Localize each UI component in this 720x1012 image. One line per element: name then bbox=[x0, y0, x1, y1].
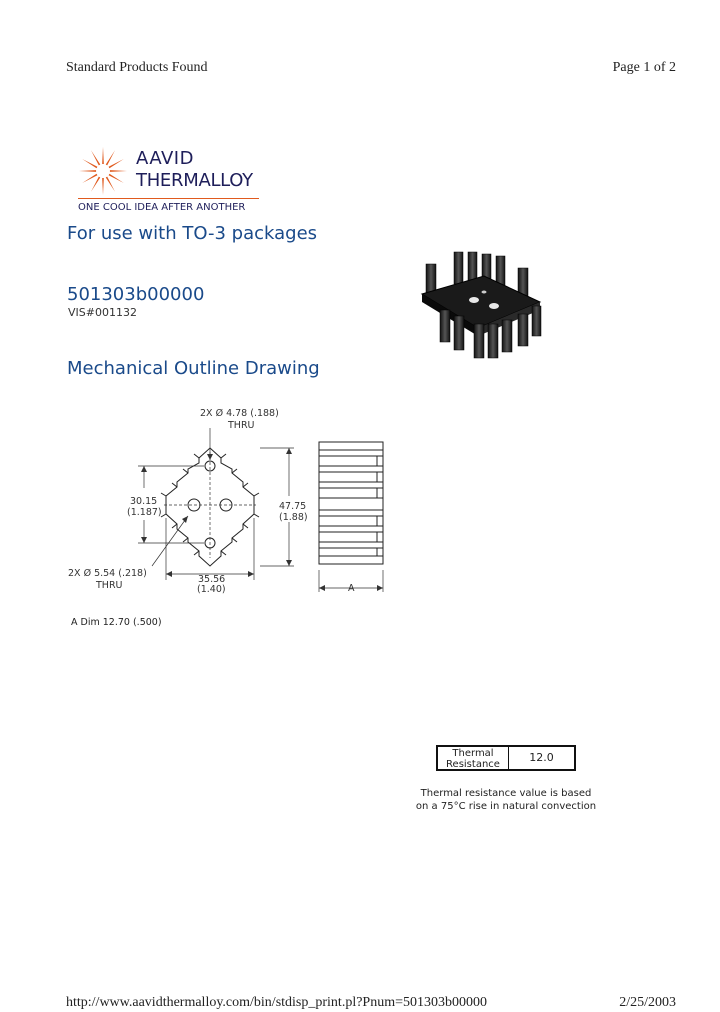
bottom-hole-label: 2X Ø 5.54 (.218) bbox=[68, 568, 147, 579]
logo-ray bbox=[110, 170, 127, 172]
left-dim-in: (1.187) bbox=[127, 507, 162, 518]
logo-ray bbox=[106, 150, 115, 165]
bottom-dim-in: (1.40) bbox=[197, 584, 226, 595]
logo-ray bbox=[82, 159, 97, 168]
logo-ray bbox=[102, 147, 104, 164]
logo-divider bbox=[78, 198, 259, 199]
sun-burst-logo-icon bbox=[78, 146, 128, 196]
logo-name-line1: AAVID bbox=[136, 148, 194, 169]
right-dim-in: (1.88) bbox=[279, 512, 308, 523]
top-hole-thru: THRU bbox=[228, 420, 255, 431]
page-header-title: Standard Products Found bbox=[66, 60, 208, 75]
logo-ray bbox=[109, 174, 124, 183]
thermal-resistance-table bbox=[436, 745, 576, 771]
logo-ray bbox=[106, 177, 115, 192]
vis-number: VIS#001132 bbox=[68, 306, 137, 319]
company-logo bbox=[78, 146, 268, 216]
page-number: Page 1 of 2 bbox=[612, 60, 676, 75]
usage-title: For use with TO-3 packages bbox=[67, 223, 318, 244]
footer-date: 2/25/2003 bbox=[619, 995, 676, 1010]
bottom-dim-mm: 35.56 bbox=[198, 574, 226, 585]
bottom-hole-thru: THRU bbox=[96, 580, 123, 591]
thermal-resistance-value: 12.0 bbox=[529, 751, 554, 764]
logo-ray bbox=[79, 170, 96, 172]
heatsink-photo bbox=[414, 248, 550, 360]
a-dimension: A Dim 12.70 (.500) bbox=[71, 617, 162, 628]
thermal-resistance-note: Thermal resistance value is based on a 75°C rise in natural convection bbox=[415, 788, 597, 812]
thermal-resistance-label: Thermal Resistance bbox=[438, 747, 509, 769]
side-dim-label: A bbox=[348, 583, 355, 594]
top-hole-label: 2X Ø 4.78 (.188) bbox=[200, 408, 279, 419]
logo-ray bbox=[91, 150, 100, 165]
logo-name-line2: THERMALLOY bbox=[136, 170, 253, 191]
logo-ray bbox=[102, 178, 104, 195]
left-dim-mm: 30.15 bbox=[130, 496, 158, 507]
right-dim-mm: 47.75 bbox=[279, 501, 307, 512]
mechanical-drawing-title: Mechanical Outline Drawing bbox=[67, 358, 320, 379]
logo-ray bbox=[91, 177, 100, 192]
mechanical-outline-drawing bbox=[60, 400, 400, 605]
logo-ray bbox=[109, 159, 124, 168]
footer-url: http://www.aavidthermalloy.com/bin/stdisp_print.pl?Pnum=501303b00000 bbox=[66, 995, 487, 1010]
part-number: 501303b00000 bbox=[67, 284, 205, 305]
logo-ray bbox=[82, 174, 97, 183]
logo-tagline: ONE COOL IDEA AFTER ANOTHER bbox=[78, 202, 246, 213]
